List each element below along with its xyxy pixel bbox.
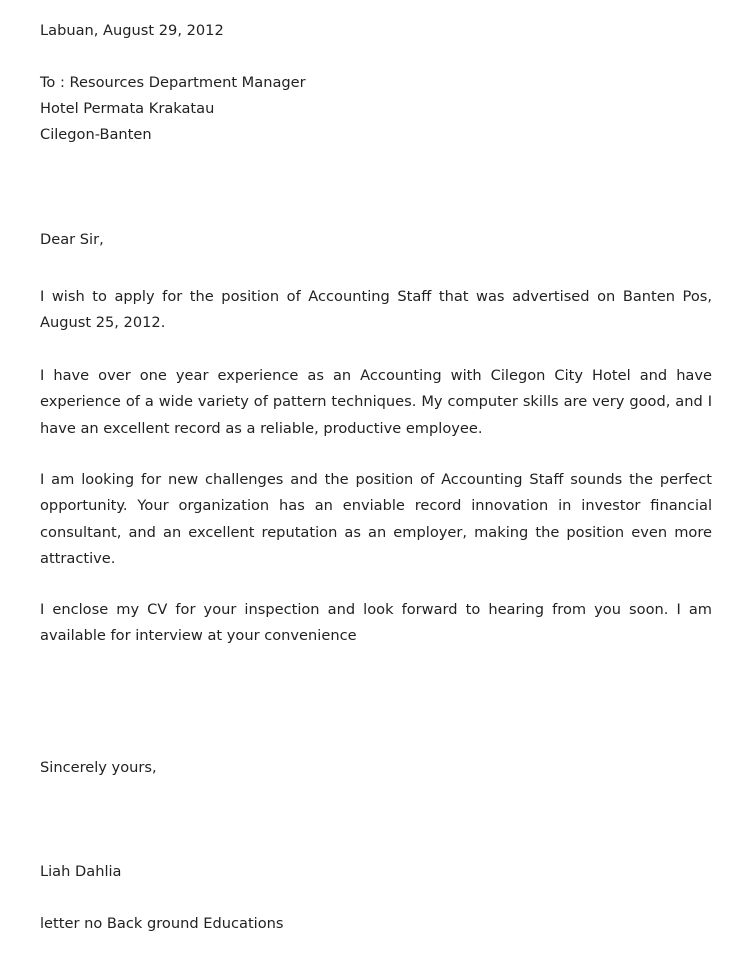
- body-paragraph-1: I wish to apply for the position of Accounting Staff that was advertised on Banten Pos, August 25, 2012.: [40, 288, 712, 332]
- salutation: Dear Sir,: [40, 231, 104, 248]
- closing: Sincerely yours,: [40, 759, 157, 776]
- body-paragraph-2: I have over one year experience as an Accounting with Cilegon City Hotel and have experience of a wide variety of pattern techniques. My computer skills are very good, and I have an excellent record as a reliable, productive employee.: [40, 367, 712, 437]
- footer-note: letter no Back ground Educations: [40, 915, 284, 932]
- recipient-line-3: Cilegon-Banten: [40, 126, 152, 143]
- recipient-line-1: To : Resources Department Manager: [40, 74, 306, 91]
- letter-document: [40, 0, 712, 960]
- letter-date: Labuan, August 29, 2012: [40, 22, 224, 39]
- body-paragraph-3: I am looking for new challenges and the position of Accounting Staff sounds the perfect opportunity. Your organization has an enviable record innovation in investor financial consultant, and an excellent reputation as an employer, making the position even more attractive.: [40, 471, 712, 567]
- signature-name: Liah Dahlia: [40, 863, 122, 880]
- recipient-line-2: Hotel Permata Krakatau: [40, 100, 215, 117]
- body-paragraph-4: I enclose my CV for your inspection and look forward to hearing from you soon. I am available for interview at your convenience: [40, 601, 712, 645]
